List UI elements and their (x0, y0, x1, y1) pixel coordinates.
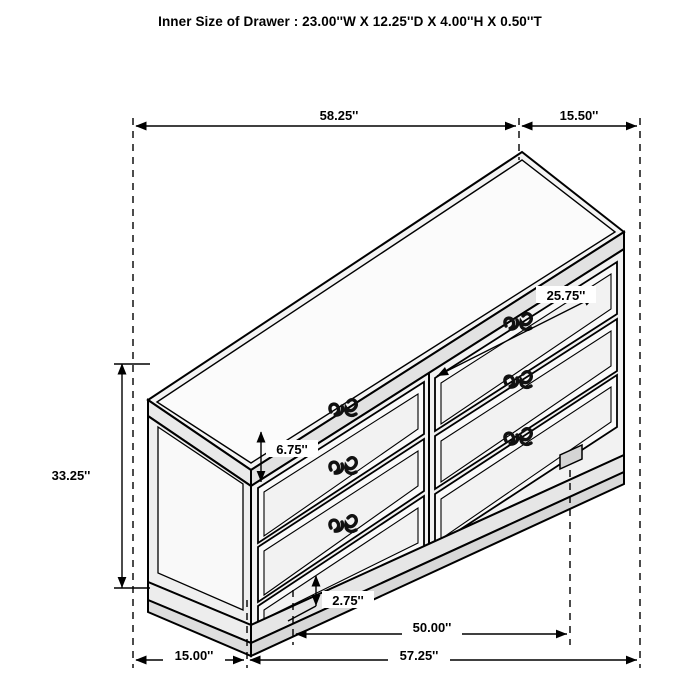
dim-base-side-depth-label: 15.00'' (174, 648, 214, 663)
dim-overall-height-label: 33.25'' (51, 468, 91, 483)
dim-top-width-label: 58.25'' (319, 108, 359, 123)
dresser-illustration (148, 152, 624, 656)
dim-base-offset-label: 2.75'' (332, 593, 364, 608)
dim-diagonal-label: 25.75'' (546, 288, 586, 303)
page-title: Inner Size of Drawer : 23.00''W X 12.25''D X 4.00''H X 0.50''T (158, 14, 542, 29)
dim-drawer-height-label: 6.75'' (276, 442, 308, 457)
dim-top-depth-label: 15.50'' (559, 108, 599, 123)
dim-base-total-width-label: 57.25'' (399, 648, 439, 663)
dim-base-inner-width-label: 50.00'' (412, 620, 452, 635)
